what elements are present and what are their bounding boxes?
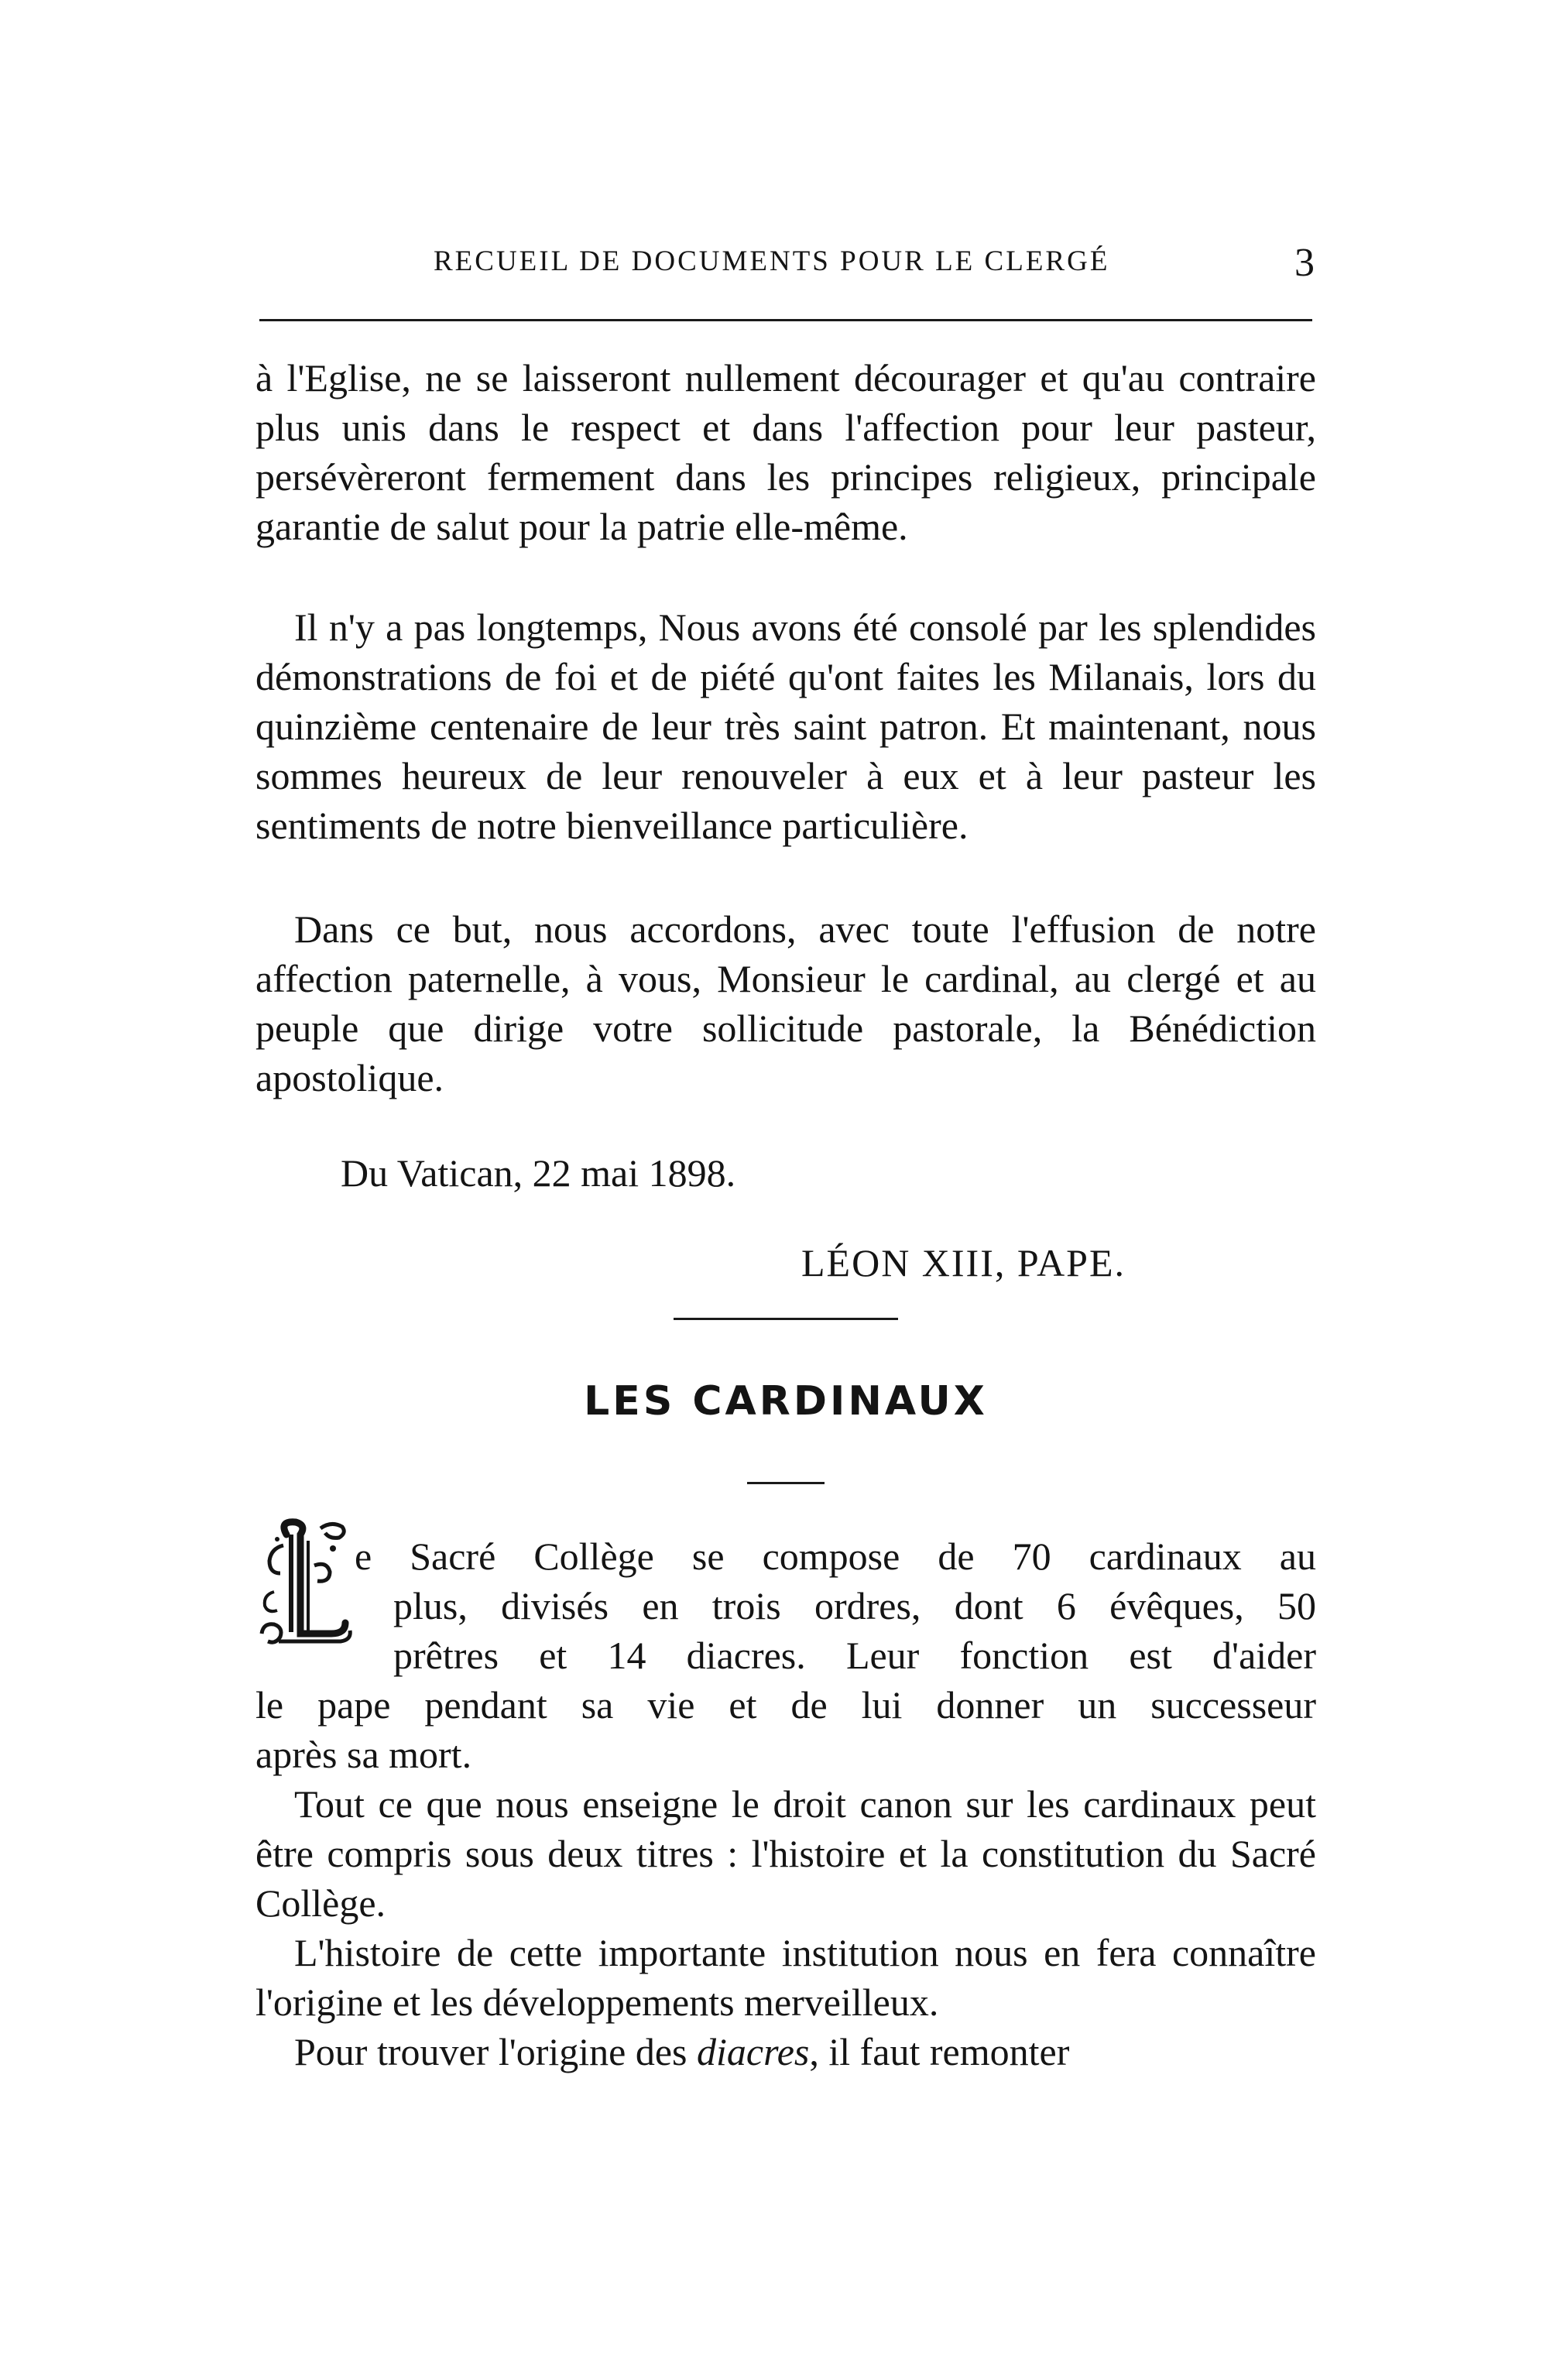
italic-term: diacres	[697, 2030, 810, 2073]
title-underline-rule	[747, 1482, 825, 1484]
letter-paragraph-3	[255, 904, 1316, 1103]
running-head	[255, 240, 1316, 286]
page-number: 3	[1294, 241, 1316, 285]
signature: LÉON XIII, PAPE.	[801, 1241, 1126, 1284]
paragraph-4-end: , il faut remonter	[809, 2030, 1070, 2073]
section-title: LES CARDINAUX	[584, 1378, 988, 1425]
text-line: le pape pendant sa vie et de lui donner un successeur	[255, 1683, 1316, 1727]
letter-paragraph-1	[255, 353, 1316, 551]
section-separator-rule	[674, 1318, 898, 1320]
text-line: après sa mort.	[255, 1733, 472, 1776]
section-paragraph-4	[255, 2027, 1316, 2076]
paragraph-4-start: Pour trouver l'origine des	[294, 2030, 698, 2073]
section-paragraph-1	[255, 1531, 1316, 1779]
section-paragraph-3: L'histoire de cette importante institution nous en fera connaître l'origine et les développements merveilleux.	[255, 1931, 1316, 2024]
text-line: prêtres et 14 diacres. Leur fonction est d'aider	[393, 1634, 1316, 1677]
running-head-title: RECUEIL DE DOCUMENTS POUR LE CLERGÉ	[434, 245, 1110, 277]
header-rule	[259, 319, 1312, 321]
text-line: plus, divisés en trois ordres, dont 6 évêques, 50	[393, 1584, 1316, 1627]
dateline: Du Vatican, 22 mai 1898.	[341, 1151, 736, 1195]
text-line: e Sacré Collège se compose de 70 cardinaux au	[355, 1535, 1316, 1578]
section-paragraphs	[255, 1779, 1316, 2076]
paragraph-text: à l'Eglise, ne se laisseront nullement décourager et qu'au contraire plus unis dans le respect et dans l'affection pour leur pasteur, persévèreront fermement dans les principes religieux, principale garantie de salut pour la patrie elle-même.	[255, 356, 1316, 548]
paragraph-text: Dans ce but, nous accordons, avec toute l'effusion de notre affection paternelle, à vous, Monsieur le cardinal, au clergé et au peuple que dirige votre sollicitude pastorale, la Bénédiction apostolique.	[255, 907, 1316, 1099]
letter-paragraph-2	[255, 602, 1316, 850]
paragraph-text: Il n'y a pas longtemps, Nous avons été consolé par les splendides démonstrations de foi et de piété qu'ont faites les Milanais, lors du quinzième centenaire de leur très saint patron. Et maintenant, nous sommes heureux de leur renouveler à eux et à leur pasteur les sentiments de notre bienveillance particulière.	[255, 605, 1316, 847]
section-paragraph-2: Tout ce que nous enseigne le droit canon sur les cardinaux peut être compris sous deux titres : l'histoire et la constitution du Sacré Collège.	[255, 1782, 1316, 1925]
